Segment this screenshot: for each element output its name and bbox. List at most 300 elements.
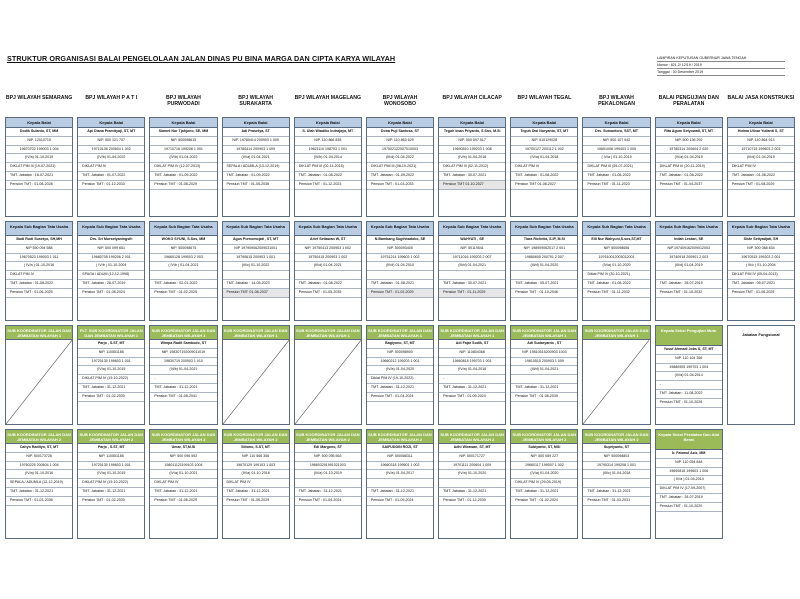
- official-detail: ( III/c ) 01-10-2004: [728, 262, 794, 271]
- jabatan-fungsional-label: Jabatan Fungsional: [742, 332, 780, 337]
- official-detail: 197610012003012001: [583, 254, 649, 263]
- official-name: N.Bambang Sugihhadoko, SE: [367, 236, 433, 245]
- org-column: [366, 95, 434, 543]
- official-detail: [439, 271, 505, 280]
- official-detail: Pensiun TMT : 01-06-2029: [223, 497, 289, 506]
- page-title: STRUKTUR ORGANISASI BALAI PENGELOLAAN JALAN DINAS PU BINA MARGA DAN CIPTA KARYA WILAYAH: [7, 54, 396, 63]
- unit-header: BPJ WILAYAH MAGELANG: [294, 95, 362, 101]
- official-detail: (III/c) 01-10-2022: [223, 262, 289, 271]
- tu-box: [222, 221, 290, 321]
- tu-box: [438, 221, 506, 321]
- official-detail: (IV/a) 01-10-2020: [583, 262, 649, 271]
- official-detail: TMT. Jabatan : 31-12-2021: [583, 488, 649, 497]
- sub2-box: [294, 429, 362, 539]
- official-detail: NIP. 110 864 913: [728, 137, 794, 146]
- official-detail: (IV/a) 01-04-2017: [367, 470, 433, 479]
- official-name: Adhi Wirawan, ST, MT: [439, 444, 505, 453]
- official-detail: (IV/b) 01-04-2022: [150, 154, 216, 163]
- official-detail: DIKLAT PIM IV: [150, 479, 216, 488]
- official-detail: (IV/a) 01-10-2016: [223, 470, 289, 479]
- official-detail: Pensiun TMT : 01-02-2030: [78, 497, 144, 506]
- official-detail: 19830719 200903 1 010: [150, 358, 216, 367]
- official-detail: TMT. Jabatan : 30-07-2021: [439, 280, 505, 289]
- kepala-caption: Kepala Balai: [656, 118, 722, 128]
- official-name: Arief Setiawan W, ST: [295, 236, 361, 245]
- kepala-box: [582, 117, 650, 217]
- official-name: Hotma Ulinar Yulianti S, ST: [728, 128, 794, 137]
- official-name: Parjo , S.ST, MT: [78, 340, 144, 349]
- official-detail: DIKLAT PIM IV: [511, 163, 577, 172]
- official-name: Elli Nur Wahyuni,S.sos,ST,MT: [583, 236, 649, 245]
- official-detail: Pensiun TMT : 01-02-2024: [511, 497, 577, 506]
- vacant-position: [6, 340, 72, 424]
- official-detail: TMT. Jabatan : 31-12-2021: [150, 384, 216, 393]
- sub2-caption: SUB KOORDINATOR JALAN DAN JEMBATAN WILAYAH 2: [7, 432, 71, 442]
- official-detail: NIP. 110 566 356: [223, 453, 289, 462]
- official-detail: TMT. Jabatan : 31-12-2021: [367, 384, 433, 393]
- official-detail: SEPALA / ADUMLA (12-12-2019): [6, 479, 72, 488]
- official-name: Supriyanto, ST: [583, 444, 649, 453]
- official-name: Drs. Sumantoro, SST, MT: [583, 128, 649, 137]
- official-detail: DIKLAT PIM III (08-10-2021): [367, 163, 433, 172]
- official-detail: NIP. 500 096 592: [150, 453, 216, 462]
- official-detail: DIKLAT PIM IV (17-09-2007): [656, 485, 722, 494]
- official-detail: NIP. 500 099 651: [78, 245, 144, 254]
- official-detail: 19701111 200604 1 009: [439, 462, 505, 471]
- official-detail: 19790314 199208 1 001: [583, 462, 649, 471]
- official-detail: NIP. 110 866 835: [295, 137, 361, 146]
- official-detail: TMT. Jabatan : 05-07-2021: [728, 280, 794, 289]
- official-detail: TMT. Jabatan : 31-12-2021: [511, 488, 577, 497]
- official-name: Subiyanto, ST, MSi: [511, 444, 577, 453]
- official-name: Wimpa Radit Sambodo, ST: [150, 340, 216, 349]
- sub2-box: [438, 429, 506, 539]
- official-detail: NIP. 198909062017 2 001: [511, 245, 577, 254]
- official-name: Adi Fajar Sodik, ST: [439, 340, 505, 349]
- official-detail: Pensiun TMT : 01-06-2025: [728, 289, 794, 298]
- official-detail: ( IV/b ) 01-10-2004: [78, 262, 144, 271]
- official-detail: TMT. Jabatan : 31-12-2021: [367, 488, 433, 497]
- official-detail: [295, 271, 361, 280]
- official-detail: TMT. Jabatan : 14-05-2023: [223, 280, 289, 289]
- official-detail: (III/d) 01-04-2019: [656, 262, 722, 271]
- official-detail: [367, 271, 433, 280]
- official-detail: NIP. 110551185: [78, 453, 144, 462]
- lampiran-line: Tanggal : 30 Desember 2019: [657, 69, 785, 76]
- tu-box: [655, 221, 723, 321]
- official-detail: TMT. Jabatan : 31-12-2021: [439, 384, 505, 393]
- official-detail: Pensiun TMT : 01-11-2023: [583, 181, 649, 190]
- official-detail: 19660318 199501 1 002: [367, 462, 433, 471]
- official-detail: (IV/a) 01-10-2015: [78, 470, 144, 479]
- kepala-caption: Kepala Balai: [511, 118, 577, 128]
- official-detail: 19750415 200903 1 002: [295, 254, 361, 263]
- official-detail: NIP. 500093405: [367, 245, 433, 254]
- vacant-position: [295, 340, 361, 424]
- official-detail: NIP. 12010715: [6, 137, 72, 146]
- official-detail: NIP. 500 107 542: [583, 137, 649, 146]
- official-detail: DIKLAT PIM IV: [728, 163, 794, 172]
- official-detail: ( IV/b ) 01-04-2021: [150, 262, 216, 271]
- official-detail: Pensiun TMT : 01-08-2024: [78, 289, 144, 298]
- official-detail: Pensiun TMT : 01-05-2036: [223, 181, 289, 190]
- sub1-box: [366, 325, 434, 425]
- sub1-box: [77, 325, 145, 425]
- official-detail: ( IV/a ) 01-04-2014: [656, 476, 722, 485]
- official-detail: TMT. Jabatan : 31-12-2021: [511, 384, 577, 393]
- official-detail: TMT. Jabatan : 01-07-2022: [78, 172, 144, 181]
- official-detail: TMT. Jabatan : 01-08-2022: [656, 172, 722, 181]
- sub1-caption: SUB KOORDINATOR JALAN DAN JEMBATAN WILAYAH 1: [7, 328, 71, 338]
- official-detail: (III/d) 01-04-2020: [511, 262, 577, 271]
- official-detail: DIKLAT PIM III (02-11-2012): [439, 163, 505, 172]
- official-detail: 19660212 199203 1 001: [367, 358, 433, 367]
- official-detail: TMT. Jabatan : 28-07-2019: [656, 280, 722, 289]
- official-detail: Pensiun TMT : 01-03-2031: [583, 497, 649, 506]
- sub2-caption: SUB KOORDINATOR JALAN DAN JEMBATAN WILAYAH 2: [584, 432, 649, 442]
- official-detail: Pensiun TMT : 01-02-2025: [150, 289, 216, 298]
- official-detail: 19710106 200604 1 002: [78, 146, 144, 155]
- official-detail: Pensiun TMT : 01-06-2039: [511, 393, 577, 402]
- vacant-position: [223, 340, 289, 424]
- official-detail: NIP. 500171727: [439, 453, 505, 462]
- org-column: [77, 95, 145, 543]
- official-detail: (IV/b) 01-04-2018: [439, 154, 505, 163]
- official-detail: Pensiun TMT : 01-02-2030: [78, 393, 144, 402]
- official-detail: [511, 271, 577, 280]
- official-detail: 19670702 199003 1 004: [6, 146, 72, 155]
- sub2-caption: SUB KOORDINATOR JALAN DAN JEMBATAN WILAYAH 2: [295, 432, 360, 442]
- official-name: WAHYATI , SE: [439, 236, 505, 245]
- official-detail: NIP. 500098615: [150, 137, 216, 146]
- official-detail: Pensiun TMT : 01-09-2024: [439, 393, 505, 402]
- official-detail: (IV/a) 01-04-2020: [367, 366, 433, 375]
- official-detail: 19760225 200604 1 004: [6, 462, 72, 471]
- official-detail: NIP. 500098803: [583, 453, 649, 462]
- kepala-box: [438, 117, 506, 217]
- sub1-caption: SUB KOORDINATOR JALAN DAN JEMBATAN WILAYAH 1: [223, 328, 288, 338]
- official-detail: Diklat PIM IV (30-10-2021): [583, 271, 649, 280]
- sub2-box: [222, 429, 290, 539]
- official-detail: DIKLAT PIM III (20-11-2019): [656, 163, 722, 172]
- official-name: Tiara Richella, S.IP, M.Si: [511, 236, 577, 245]
- official-detail: 19790615 200903 1 001: [223, 254, 289, 263]
- official-detail: Pensiun TMT : 01-10-2046: [511, 289, 577, 298]
- official-detail: NIP. 500 095 563: [295, 453, 361, 462]
- tu-box: [510, 221, 578, 321]
- official-detail: 19690816 199603 1 006: [656, 468, 722, 477]
- official-name: Parjo , S.ST, MT: [78, 444, 144, 453]
- official-detail: [150, 271, 216, 280]
- sub1-caption: SUB KOORDINATOR JALAN DAN JEMBATAN WILAYAH 1: [368, 328, 432, 338]
- official-detail: (IV/a) 01-10-2015: [78, 366, 144, 375]
- sub2-caption: SUB KOORDINATOR JALAN DAN JEMBATAN WILAYAH 2: [512, 432, 577, 442]
- official-detail: NIP. 19780414 200903 1 009: [223, 137, 289, 146]
- org-column: [294, 95, 362, 543]
- official-detail: NIP.197409162009012003: [656, 245, 722, 254]
- tu-box: [727, 221, 795, 321]
- sub2-caption: Kepala Seksi Peralatan Dan Alat Berat: [656, 430, 722, 450]
- official-detail: SEPALA / ADUMLA (13-12-2019): [223, 163, 289, 172]
- tu-caption: Kepala Sub Bagian Tata Usaha: [6, 222, 72, 236]
- official-detail: [295, 479, 361, 488]
- sub2-caption: SUB KOORDINATOR JALAN DAN JEMBATAN WILAYAH 2: [440, 432, 504, 442]
- kepala-box: [510, 117, 578, 217]
- org-column: [438, 95, 506, 543]
- kepala-caption: Kepala Balai: [367, 118, 433, 128]
- official-detail: NIP. 19750413 200903 1 002: [295, 245, 361, 254]
- kepala-box: [222, 117, 290, 217]
- official-detail: TMT. Jabatan : 01-09-2022: [367, 172, 433, 181]
- official-name: Yusuf Ahmadi Jobs S, ST, MT: [656, 346, 722, 355]
- kepala-caption: Kepala Balai: [583, 118, 649, 128]
- official-detail: Pensiun TMT: 01-08-2037: [223, 289, 289, 298]
- tu-box: [294, 221, 362, 321]
- sub1-caption: PLT. SUB KOORDINATOR JALAN DAN JEMBATAN WILAYAH 1: [79, 328, 143, 338]
- kepala-box: [655, 117, 723, 217]
- official-detail: DIKLAT PIM IV (12-07-2013): [150, 163, 216, 172]
- official-detail: [583, 479, 649, 488]
- official-detail: TMT. Jabatan : 01-08-2022: [511, 172, 577, 181]
- official-detail: ( IV/a ) 01-10-2019: [583, 154, 649, 163]
- official-detail: 19740918 200901 2 003: [656, 254, 722, 263]
- sub1-caption: SUB KOORDINATOR JALAN DAN JEMBATAN WILAYAH 1: [512, 328, 577, 338]
- official-detail: 19880605 200701 2 007: [511, 254, 577, 263]
- sub1-caption: SUB KOORDINATOR JALAN DAN JEMBATAN WILAYAH 1: [295, 328, 360, 338]
- official-detail: DIKLAT PIM IV: [78, 163, 144, 172]
- official-detail: (III/d) 01-04-2021: [295, 262, 361, 271]
- lampiran-line: Nomor : 821.2/ 12/19 / 2019: [657, 62, 785, 69]
- official-detail: (III/d) 01-04-2021: [439, 262, 505, 271]
- sub1-caption: SUB KOORDINATOR JALAN DAN JEMBATAN WILAYAH 1: [440, 328, 504, 338]
- official-detail: 19651006 199403 1 005: [583, 146, 649, 155]
- kepala-box: [77, 117, 145, 217]
- sub2-box: [582, 429, 650, 539]
- official-detail: (IV/a) 01-10-2020: [439, 470, 505, 479]
- official-detail: TMT. Jabatan : 01-08-2022: [583, 280, 649, 289]
- official-detail: DIKLAT PIM IV (29-05-2019): [511, 479, 577, 488]
- official-detail: (IV/a) 01-04-2018: [439, 366, 505, 375]
- official-name: Ir. Fatonul Aziz, MM: [656, 450, 722, 459]
- official-detail: Pensiun TMT 01-08-2027: [511, 181, 577, 190]
- official-detail: Pensiun TMT : 01-11-2032: [583, 289, 649, 298]
- official-detail: NIP. 110804368: [439, 349, 505, 358]
- official-detail: Pensiun TMT : 01-09-2024: [367, 497, 433, 506]
- official-detail: Pensiun TMT : 01-03-2036: [6, 497, 72, 506]
- sub1-box: [438, 325, 506, 425]
- official-detail: NIP. 500 097 517: [439, 137, 505, 146]
- official-detail: [367, 479, 433, 488]
- sub1-box: [149, 325, 217, 425]
- official-detail: 19711016 199203 2 007: [439, 254, 505, 263]
- official-detail: NIP. 500 088 834: [728, 245, 794, 254]
- official-detail: Pensiun TMT : 01-04-2024: [295, 497, 361, 506]
- kepala-caption: Kepala Balai: [6, 118, 72, 128]
- official-detail: Pensiun TMT : 01-11-2029: [439, 289, 505, 298]
- sub2-caption: SUB KOORDINATOR JALAN DAN JEMBATAN WILAYAH 2: [151, 432, 216, 442]
- official-name: Adi Prasetya, ST: [223, 128, 289, 137]
- official-detail: 19720130 199603 1 001: [78, 462, 144, 471]
- official-name: Siltono, S.ST, MT: [223, 444, 289, 453]
- official-detail: (IV/a) 01-10-2016: [6, 470, 72, 479]
- sub1-box: [727, 325, 795, 425]
- official-detail: (III/d) 01-04-2010: [367, 262, 433, 271]
- org-column: [510, 95, 578, 543]
- unit-header: BPJ WILAYAH PEKALONGAN: [598, 95, 635, 107]
- official-detail: DIKLAT PIM III (02-11-2015): [295, 163, 361, 172]
- official-detail: Pensiun TMT : 01-04-2037: [656, 181, 722, 190]
- official-detail: NIP. 500098900: [367, 349, 433, 358]
- official-detail: NIP 197909062009031001: [223, 245, 289, 254]
- official-name: Siste Setiyadjati, SH: [728, 236, 794, 245]
- official-detail: TMT. Jabatan : 01-08-2021: [367, 280, 433, 289]
- tu-box: [149, 221, 217, 321]
- official-detail: NIP. 500 089 227: [511, 453, 577, 462]
- sub2-box: [655, 429, 723, 539]
- unit-header: BPJ WILAYAH TEGAL: [517, 95, 572, 101]
- official-detail: TMT. Jabatan : 01-08-2022: [728, 172, 794, 181]
- sub2-caption: SUB KOORDINATOR JALAN DAN JEMBATAN WILAYAH 2: [368, 432, 432, 442]
- lampiran-line: LAMPIRAN KEPUTUSAN GUBERNUR JAWA TENGAH: [657, 55, 785, 62]
- official-detail: TMT. Jabatan : 01-08-2022: [295, 172, 361, 181]
- official-detail: 19710715 199603 2 003: [728, 146, 794, 155]
- official-detail: 19780414 200903 1 009: [223, 146, 289, 155]
- sub1-box: [510, 325, 578, 425]
- official-detail: (III/b) 01-04-2021: [150, 366, 216, 375]
- official-detail: (IV/b) 01-04-2014: [295, 154, 361, 163]
- sub1-caption: Kepala Seksi Pengujian Mutu: [656, 326, 722, 346]
- official-detail: 19660818 199703 1 001: [439, 358, 505, 367]
- official-detail: TMT. Jabatan : 02-01-2022: [150, 280, 216, 289]
- official-detail: 19660128 199003 2 003: [150, 254, 216, 263]
- org-column: [149, 95, 217, 543]
- official-detail: TMT. Jabatan : 31-12-2021: [439, 488, 505, 497]
- official-detail: TMT. Jabatan : 28-07-2019: [656, 494, 722, 503]
- official-detail: 19751214 199603 1 002: [367, 254, 433, 263]
- official-name: Agus Purnomojati , ST, MT: [223, 236, 289, 245]
- sub2-box: [77, 429, 145, 539]
- official-detail: Pensiun TMT : 01-04-2024: [367, 393, 433, 402]
- official-detail: [511, 375, 577, 384]
- official-detail: 196603291991021003: [295, 462, 361, 471]
- sub2-caption: SUB KOORDINATOR JALAN DAN JEMBATAN WILAYAH 2: [223, 432, 288, 442]
- official-detail: NIP. 500 136 292: [656, 137, 722, 146]
- official-detail: Pensiun TMT : 01-12-2033: [78, 181, 144, 190]
- official-detail: NIP. 510129028: [511, 137, 577, 146]
- org-grid: [5, 95, 795, 543]
- official-detail: DIKLAT PIM IV (19-10-2022): [78, 375, 144, 384]
- official-detail: (IV/a) 01-10-2019: [295, 470, 361, 479]
- sub1-box: [655, 325, 723, 425]
- official-detail: Pensiun TMT : 01-08-2028: [6, 181, 72, 190]
- official-detail: (IV/a) 01-04-2021: [223, 154, 289, 163]
- official-detail: Pensiun TMT : 01-02-2029: [367, 289, 433, 298]
- official-detail: [439, 479, 505, 488]
- official-name: Api Diana Pramityaji, ST, MT: [78, 128, 144, 137]
- official-detail: 19670129 199103 1 003: [223, 462, 289, 471]
- official-detail: Pensiun TMT : 01-08-2029: [150, 181, 216, 190]
- sub1-box: [582, 325, 650, 425]
- official-detail: Pensiun TMT : 01-08-2029: [728, 181, 794, 190]
- tu-caption: Kepala Sub Bagian Tata Usaha: [728, 222, 794, 236]
- official-detail: 19780314 200604 2 020: [656, 146, 722, 155]
- sub1-caption: SUB KOORDINATOR JALAN DAN JEMBATAN WILAYAH 1: [151, 328, 216, 338]
- official-detail: DIKLAT PIM III (09-07-2021): [583, 163, 649, 172]
- unit-header: BPJ WILAYAH CILACAP: [442, 95, 502, 101]
- official-detail: (IV/a) 01-04-2020: [511, 470, 577, 479]
- vacant-position: [583, 340, 649, 424]
- kepala-box: [366, 117, 434, 217]
- official-detail: Pensiun TMT : 01-10-2020: [656, 503, 722, 512]
- official-name: Teguh Dwi Nuryanto, ST, MT: [511, 128, 577, 137]
- official-name: Adi Sudaryanto , ST: [511, 340, 577, 349]
- official-detail: Pensiun TMT : 01-10-2026: [656, 399, 722, 408]
- tu-box: [77, 221, 145, 321]
- official-name: SAIFUDDIN ROZI, ST: [367, 444, 433, 453]
- org-column: [582, 95, 650, 543]
- tu-caption: Kepala Sub Bagian Tata Usaha: [223, 222, 289, 236]
- official-detail: Diklat PIM IV (19-10-2022): [367, 375, 433, 384]
- official-detail: 19621110 198703 1 001: [295, 146, 361, 155]
- official-detail: NIP. 50119541: [439, 245, 505, 254]
- official-detail: TMT. Jabatan : 05-07-2021: [511, 280, 577, 289]
- tu-caption: Kepala Sub Bagian Tata Usaha: [511, 222, 577, 236]
- tu-caption: Kepala Sub Bagian Tata Usaha: [150, 222, 216, 236]
- kepala-box: [727, 117, 795, 217]
- unit-header: BPJ WILAYAH SURAKARTA: [238, 95, 274, 107]
- kepala-box: [5, 117, 73, 217]
- official-detail: TMT. Jabatan : 11-08-2022: [656, 390, 722, 399]
- unit-header: BALAI JASA KONSTRUKSI: [727, 95, 795, 101]
- official-detail: 198011121199103 1004: [150, 462, 216, 471]
- official-detail: TMT. Jabatan : 01-09-2022: [223, 172, 289, 181]
- org-column: [222, 95, 290, 543]
- official-detail: 19720130 199603 1 001: [78, 358, 144, 367]
- official-name: Slamet Nur Tjahjono, SE, MM: [150, 128, 216, 137]
- official-detail: Pensiun TMT : 01-05-2035: [295, 289, 361, 298]
- lampiran-box: [657, 55, 785, 76]
- official-name: Edi Margono, ST: [295, 444, 361, 453]
- official-detail: TMT. Jabatan : 01-08-2022: [583, 172, 649, 181]
- official-detail: Pensiun TMT : 01-10-2032: [656, 289, 722, 298]
- sub2-box: [5, 429, 73, 539]
- official-detail: 19670515 199203 2 001: [728, 254, 794, 263]
- kepala-caption: Kepala Balai: [78, 118, 144, 128]
- official-detail: 197502122007010003: [367, 146, 433, 155]
- official-detail: NIP. 500088311: [367, 453, 433, 462]
- official-detail: TMT. Jabatan : 31-12-2021: [150, 488, 216, 497]
- official-detail: (IV/a) 01-04-2018: [511, 154, 577, 163]
- official-detail: TMT. Jabatan : 01-08-2022: [295, 280, 361, 289]
- official-detail: Pensiun TMT : 01-08-2041: [150, 393, 216, 402]
- official-detail: TMT. Jabatan : 31-12-2021: [6, 488, 72, 497]
- official-detail: Pensiun TMT : 01-06-2029: [150, 497, 216, 506]
- sub1-caption: SUB KOORDINATOR JALAN DAN JEMBATAN WILAYAH 1: [584, 328, 649, 338]
- official-detail: Pensiun TMT : 01-12-2023: [295, 181, 361, 190]
- official-detail: -: [656, 381, 722, 390]
- official-detail: (III/c) 01-04-2018: [583, 470, 649, 479]
- official-name: Rita Agum Setyowati, ST, MT: [656, 128, 722, 137]
- unit-header: BALAI PENGUJIAN DAN PERALATAN: [658, 95, 719, 107]
- official-detail: DIKLAT PIM IV (19-10-2022): [78, 479, 144, 488]
- official-detail: TMT. Jabatan : 26-07-2019: [78, 280, 144, 289]
- official-name: Dona Puji Santosa, ST: [367, 128, 433, 137]
- sub2-box: [510, 429, 578, 539]
- kepala-caption: Kepala Balai: [439, 118, 505, 128]
- official-detail: 19690510 199203 1 008: [439, 146, 505, 155]
- official-detail: TMT. Jabatan : 31-12-2021: [223, 488, 289, 497]
- unit-header: BPJ WILAYAH WONOSOBO: [382, 95, 418, 107]
